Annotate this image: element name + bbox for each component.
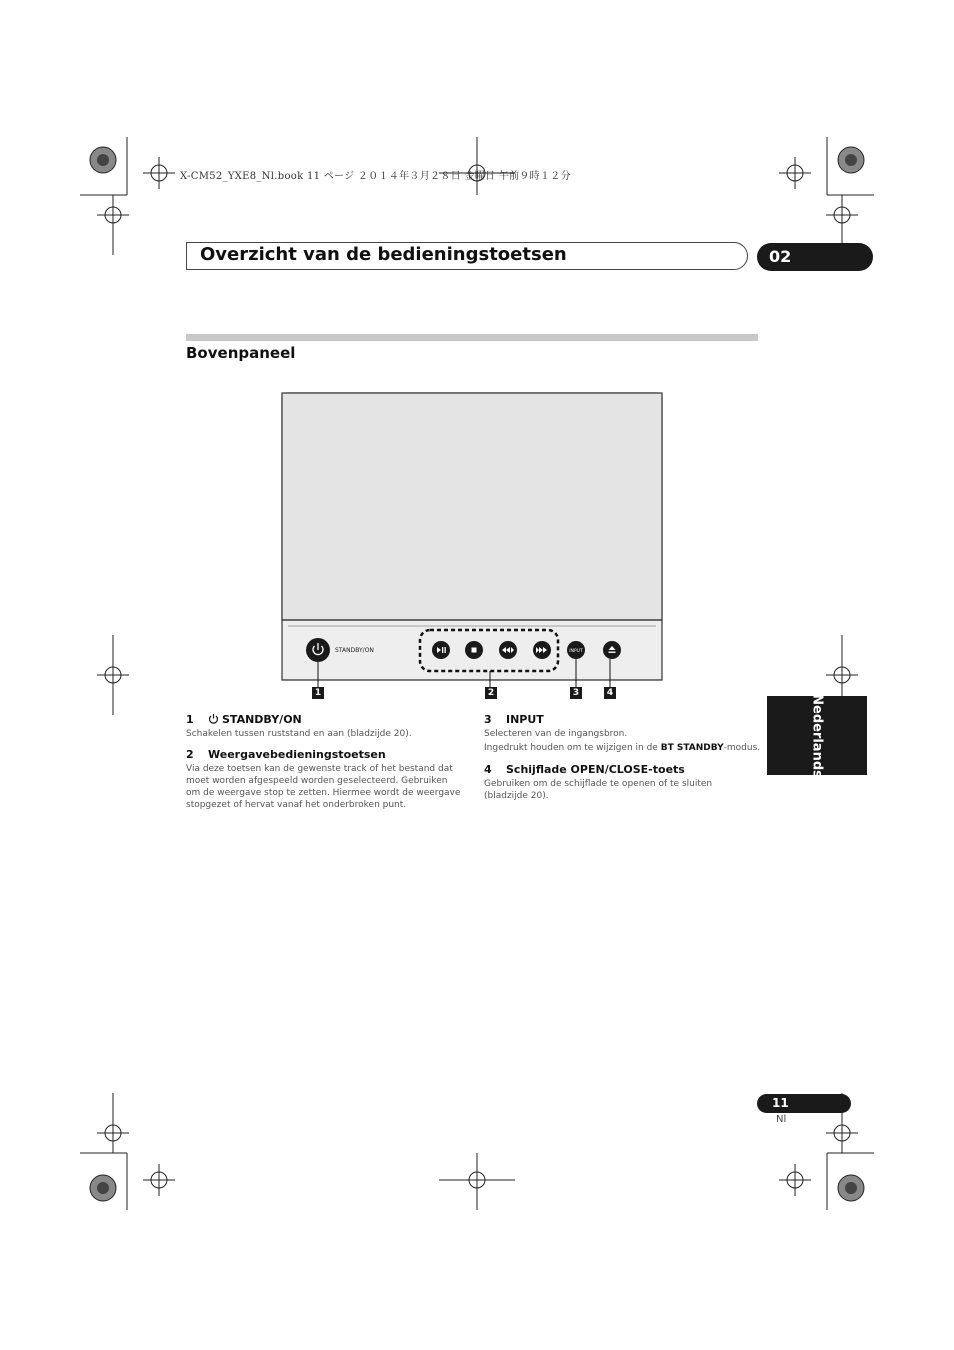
callout-2: 2: [485, 687, 497, 699]
callout-1: 1: [312, 687, 324, 699]
page-title: Overzicht van de bedieningstoetsen: [200, 244, 567, 265]
item-3-description-2: [484, 742, 764, 754]
item-4-number: 4: [484, 763, 492, 776]
chapter-badge: 02: [757, 243, 873, 271]
item-2-title: Weergavebedieningstoetsen: [208, 748, 386, 761]
stop-button: [465, 641, 483, 659]
item-1-title: STANDBY/ON: [222, 713, 302, 726]
item-2-number: 2: [186, 748, 194, 761]
top-panel-illustration: [270, 385, 680, 705]
item-3-text-bold: BT STANDBY: [660, 743, 724, 753]
item-2-heading: [186, 748, 386, 761]
item-1-description: Schakelen tussen ruststand en aan (bladzijde 20).: [186, 729, 412, 739]
item-3-text-suffix: -modus.: [723, 743, 761, 753]
rewind-button: [499, 641, 517, 659]
item-4-title: Schijflade OPEN/CLOSE-toets: [506, 763, 685, 776]
eject-button: [603, 641, 621, 659]
input-button-label: INPUT: [569, 649, 583, 654]
play-pause-button: [432, 641, 450, 659]
item-4-description: Gebruiken om de schijflade te openen of te sluiten (bladzijde 20).: [484, 779, 713, 801]
section-title: Bovenpaneel: [186, 344, 296, 362]
page-number-badge: 11: [757, 1094, 851, 1113]
item-3-number: 3: [484, 713, 492, 726]
page-language-code: Nl: [776, 1114, 787, 1125]
item-3-title: INPUT: [506, 713, 544, 726]
callout-4: 4: [604, 687, 616, 699]
standby-label: STANDBY/ON: [335, 647, 374, 654]
power-button: [306, 638, 330, 662]
language-tab-label: Nederlands: [809, 693, 825, 778]
language-side-tab: [767, 693, 867, 778]
item-2-description: Via deze toetsen kan de gewenste track of het bestand dat moet worden afgespeeld worden geselecteerd. Gebruiken om de weergave stop te zetten. Hiermee wordt de weergave stopgezet of hervat vanaf het onderbroken punt.: [186, 764, 461, 810]
power-icon: [208, 713, 219, 724]
item-1-heading: [186, 713, 302, 726]
fast-forward-button: [533, 641, 551, 659]
item-3-heading: [484, 713, 544, 726]
input-button: [567, 641, 585, 659]
callout-3: 3: [570, 687, 582, 699]
item-1-number: 1: [186, 713, 194, 726]
section-divider: [186, 334, 758, 341]
item-3-text-prefix: Ingedrukt houden om te wijzigen in de: [484, 743, 661, 753]
stop-icon: [472, 648, 477, 653]
item-4-heading: [484, 763, 685, 776]
print-info-line: X-CM52_YXE8_Nl.book 11 ページ ２０１４年３月２８日 金曜日 午前９時１２分: [180, 171, 571, 182]
item-3-description: Selecteren van de ingangsbron.: [484, 729, 628, 739]
